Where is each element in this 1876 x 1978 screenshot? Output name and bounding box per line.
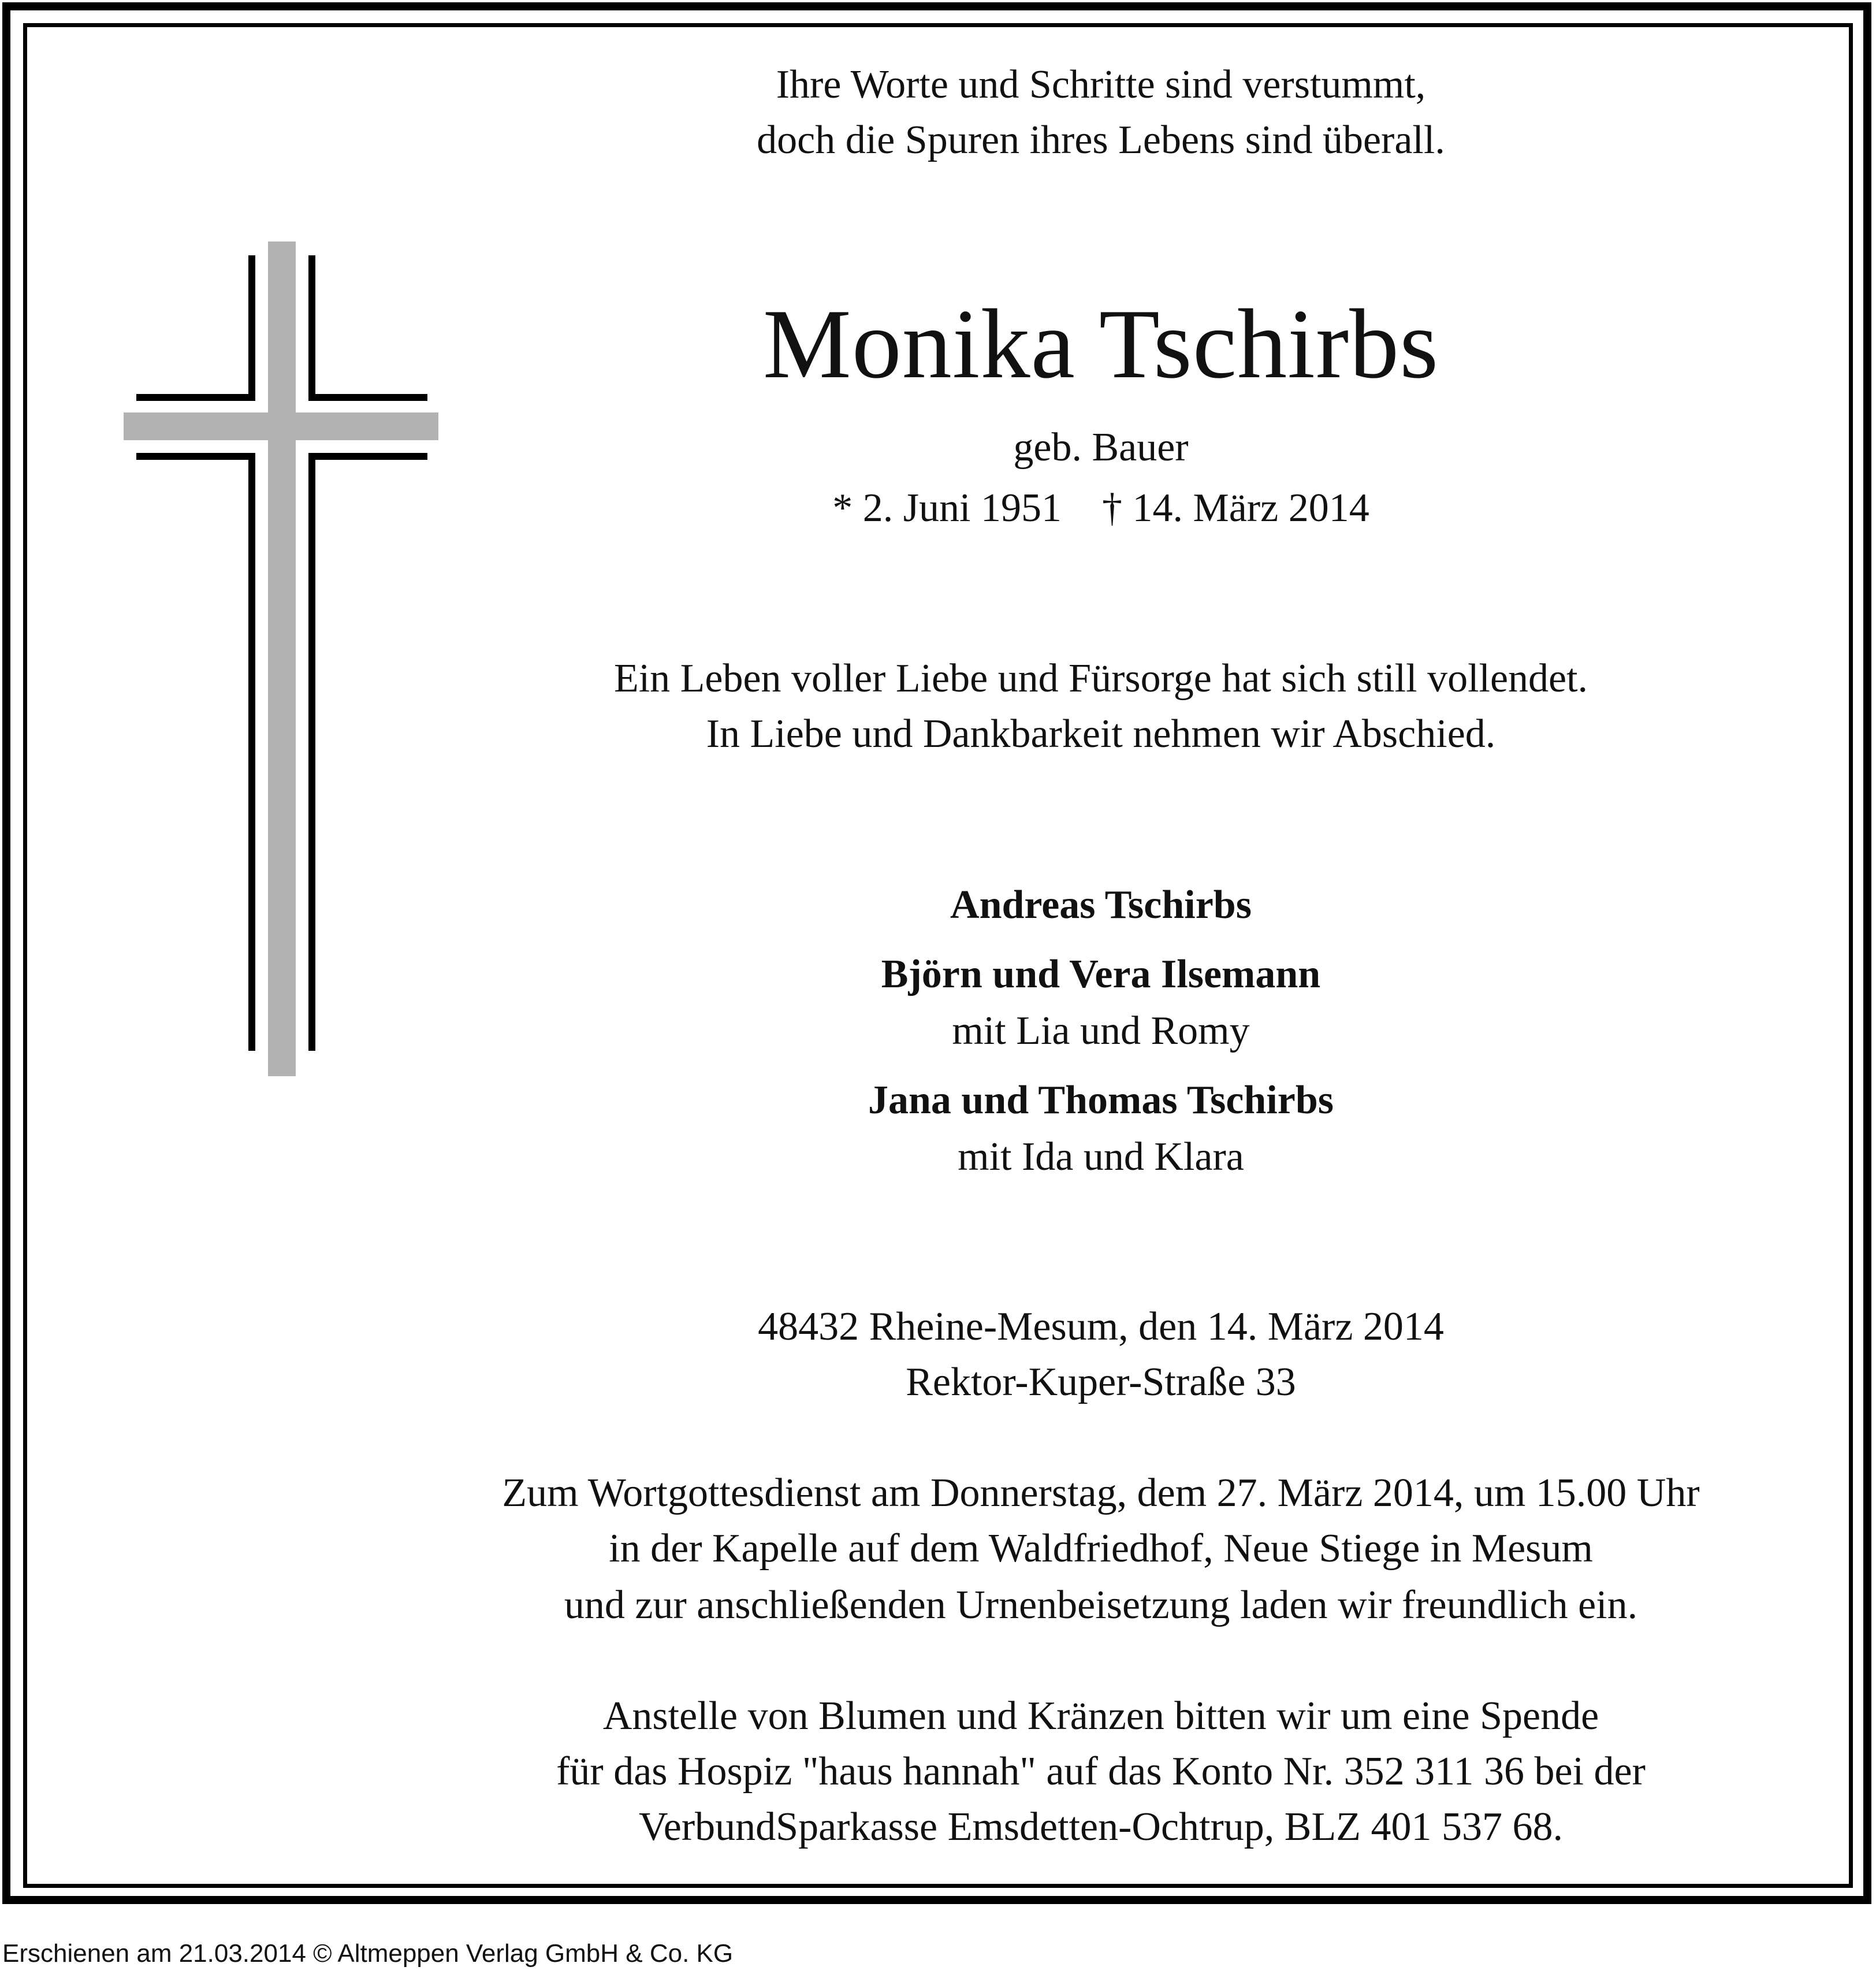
address-line-1: 48432 Rheine-Mesum, den 14. März 2014: [758, 1304, 1444, 1349]
death-date: † 14. März 2014: [1102, 486, 1369, 530]
obituary-text-column: [347, 0, 1855, 1906]
quote-line-2: doch die Spuren ihres Lebens sind überall.: [757, 118, 1445, 162]
service-line-3: und zur anschließenden Urnenbeisetzung laden wir freundlich ein.: [564, 1583, 1638, 1627]
tribute-line-2: In Liebe und Dankbarkeit nehmen wir Abschied.: [706, 712, 1496, 756]
mourner-2-name: Björn und Vera Ilsemann: [881, 952, 1321, 997]
deceased-name: Monika Tschirbs: [762, 289, 1439, 399]
mourner-3-sub: mit Ida und Klara: [958, 1135, 1244, 1179]
publication-footer: Erschienen am 21.03.2014 © Altmeppen Verlag GmbH & Co. KG: [2, 1939, 734, 1968]
tribute-line-1: Ein Leben voller Liebe und Fürsorge hat sich still vollendet.: [613, 656, 1588, 701]
life-dates: [347, 488, 1855, 529]
donation-line-2: für das Hospiz "haus hannah" auf das Konto Nr. 352 311 36 bei der: [556, 1749, 1646, 1794]
service-line-1: Zum Wortgottesdienst am Donnerstag, dem 27. März 2014, um 15.00 Uhr: [502, 1471, 1700, 1515]
mourner-2-sub: mit Lia und Romy: [952, 1009, 1250, 1053]
quote-line-1: Ihre Worte und Schritte sind verstummt,: [776, 62, 1426, 107]
donation-line-3: VerbundSparkasse Emsdetten-Ochtrup, BLZ 401 537 68.: [639, 1805, 1563, 1849]
mourner-1-name: Andreas Tschirbs: [950, 883, 1252, 927]
maiden-name: geb. Bauer: [1013, 425, 1189, 470]
donation-line-1: Anstelle von Blumen und Kränzen bitten wir um eine Spende: [602, 1694, 1599, 1738]
service-line-2: in der Kapelle auf dem Waldfriedhof, Neue Stiege in Mesum: [609, 1526, 1593, 1571]
birth-date: * 2. Juni 1951: [832, 486, 1062, 530]
mourner-3-name: Jana und Thomas Tschirbs: [868, 1078, 1334, 1122]
address-line-2: Rektor-Kuper-Straße 33: [906, 1360, 1296, 1404]
